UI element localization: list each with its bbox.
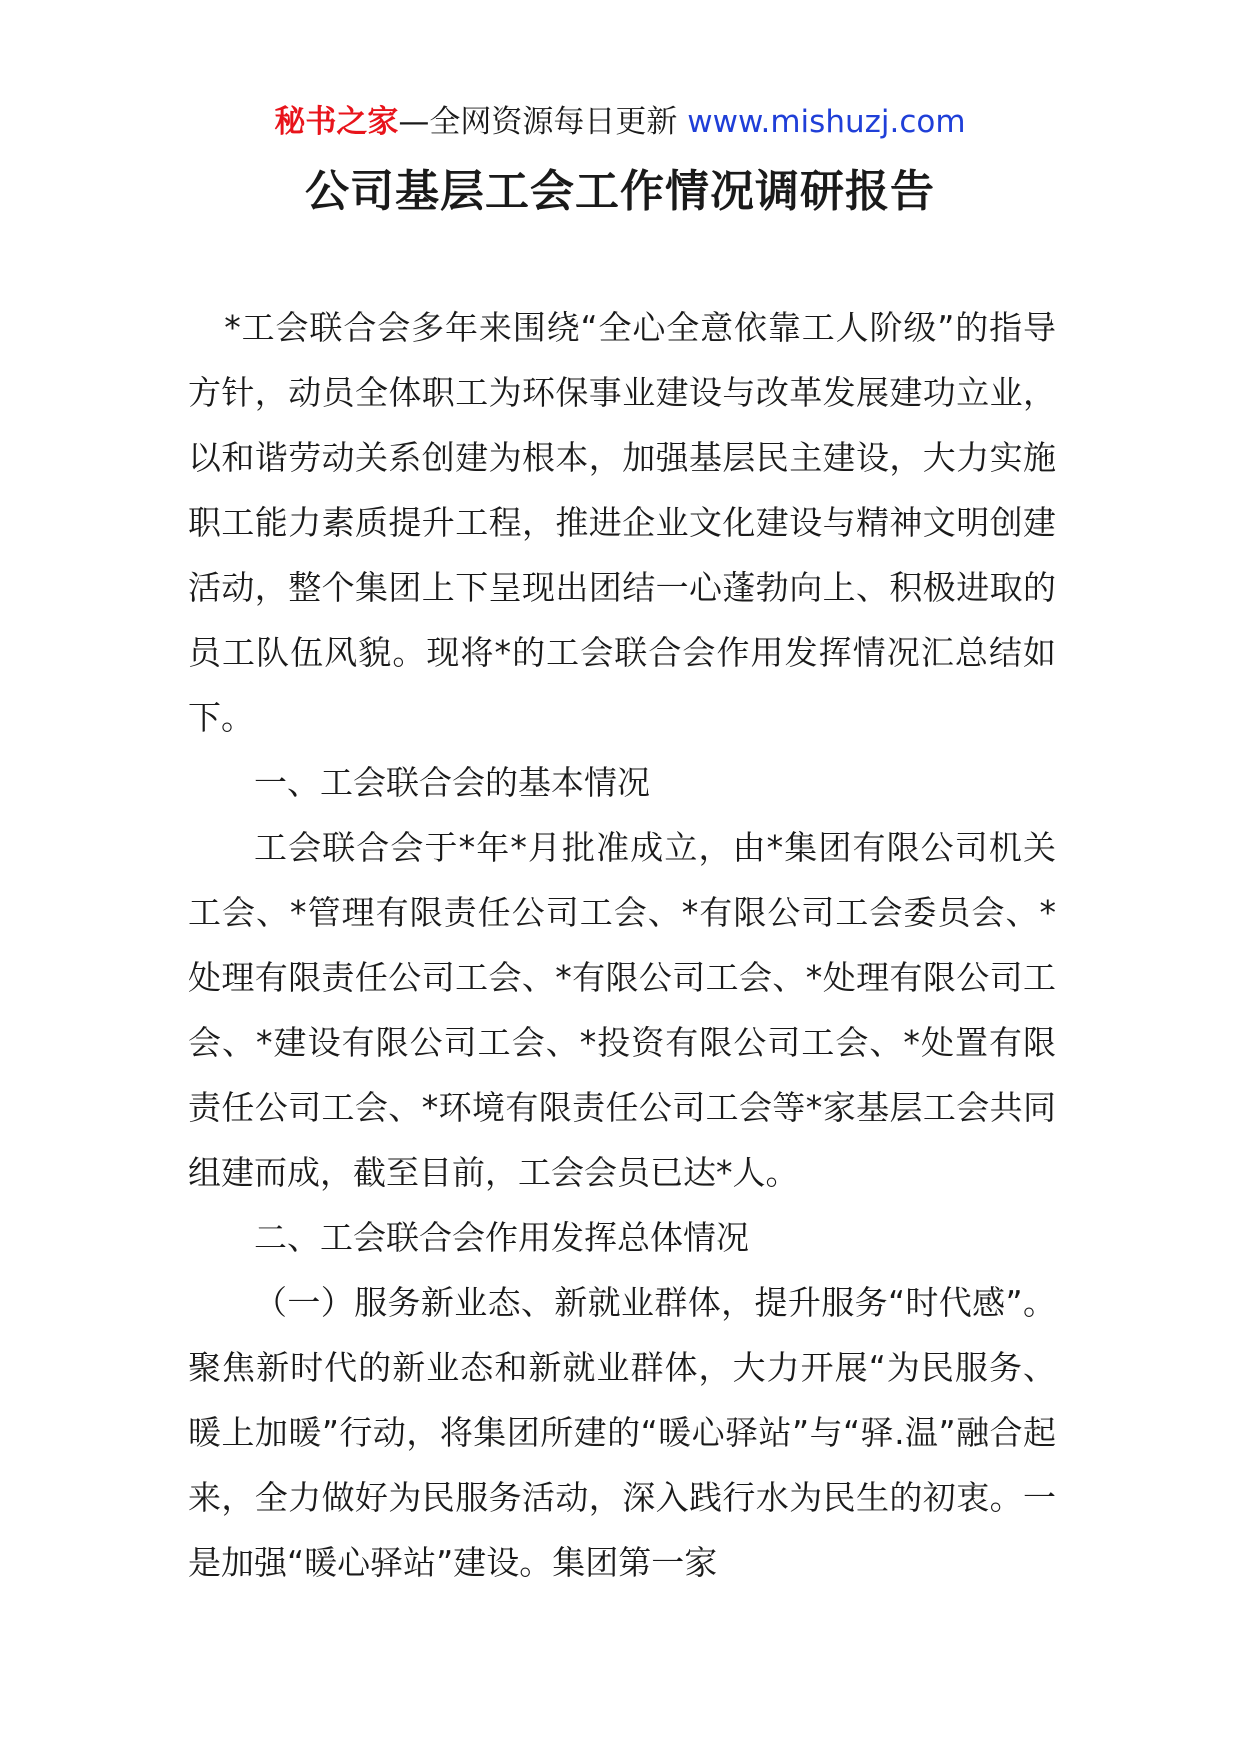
document-title: 公司基层工会工作情况调研报告 — [305, 166, 935, 217]
document-body — [188, 295, 1056, 1595]
paragraph-basic-info: 工会联合会于*年*月批准成立，由*集团有限公司机关工会、*管理有限责任公司工会、*有限公司工会委员会、*处理有限责任公司工会、*有限公司工会、*处理有限公司工会、*建设有限公司工会、*投资有限公司工会、*处置有限责任公司工会、*环境有限责任公司工会等*家基层工会共同组建而成，截至目前，工会会员已达*人。 — [188, 828, 1056, 1192]
paragraph-service: （一）服务新业态、新就业群体，提升服务“时代感”。聚焦新时代的新业态和新就业群体，大力开展“为民服务、暖上加暖”行动，将集团所建的“暖心驿站”与“驿.温”融合起来，全力做好为民服务活动，深入践行水为民生的初衷。一是加强“暖心驿站”建设。集团第一家 — [188, 1283, 1056, 1582]
brand-slogan: —全网资源每日更新 — [398, 104, 678, 140]
paragraph-intro: *工会联合会多年来围绕“全心全意依靠工人阶级”的指导方针，动员全体职工为环保事业建设与改革发展建功立业，以和谐劳动关系创建为根本，加强基层民主建设，大力实施职工能力素质提升工程，推进企业文化建设与精神文明创建活动，整个集团上下呈现出团结一心蓬勃向上、积极进取的员工队伍风貌。现将*的工会联合会作用发挥情况汇总结如下。 — [188, 308, 1056, 737]
site-url: www.mishuzj.com — [687, 104, 966, 140]
section-heading-1: 一、工会联合会的基本情况 — [254, 763, 650, 802]
watermark-header — [0, 100, 1240, 144]
section-heading-2: 二、工会联合会作用发挥总体情况 — [254, 1218, 749, 1257]
brand-name: 秘书之家 — [274, 104, 399, 140]
